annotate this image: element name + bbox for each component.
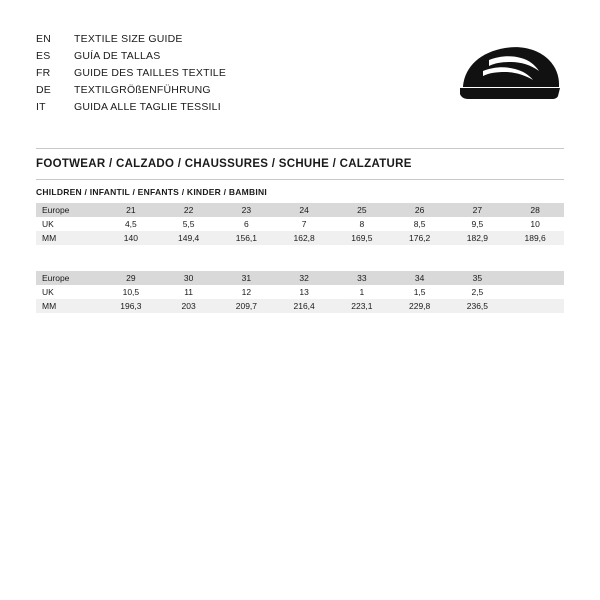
table-row (36, 203, 564, 217)
table-cell: 176,2 (391, 231, 449, 245)
table-cell: 9,5 (449, 217, 507, 231)
table-cell: 189,6 (506, 231, 564, 245)
row-label: MM (36, 299, 102, 313)
table-cell: 6 (218, 217, 276, 231)
legend-language-code: IT (36, 101, 46, 113)
table-cell: 11 (160, 285, 218, 299)
legend-language-text: TEXTILE SIZE GUIDE (74, 33, 183, 45)
legend-language-code: FR (36, 67, 51, 79)
page-title: FOOTWEAR / CALZADO / CHAUSSURES / SCHUHE / CALZATURE (36, 158, 412, 170)
table-cell: 1,5 (391, 285, 449, 299)
size-table-children-1 (36, 203, 564, 245)
row-label: UK (36, 217, 102, 231)
table-row (36, 217, 564, 231)
table-cell: 24 (275, 203, 333, 217)
legend-language-code: DE (36, 84, 51, 96)
table-row (36, 299, 564, 313)
table-cell-empty (506, 271, 564, 285)
table-cell: 182,9 (449, 231, 507, 245)
table-cell: 12 (218, 285, 276, 299)
table-cell: 140 (102, 231, 160, 245)
section-title-bar (36, 148, 564, 180)
table-cell: 196,3 (102, 299, 160, 313)
table-cell: 216,4 (275, 299, 333, 313)
table-cell: 1 (333, 285, 391, 299)
row-label: UK (36, 285, 102, 299)
subsection-heading: CHILDREN / INFANTIL / ENFANTS / KINDER / BAMBINI (36, 187, 267, 197)
table-cell: 236,5 (449, 299, 507, 313)
table-cell: 162,8 (275, 231, 333, 245)
legend-item (36, 67, 356, 84)
table-cell: 33 (333, 271, 391, 285)
language-legend (36, 33, 356, 118)
table-row (36, 231, 564, 245)
shoe-icon (455, 38, 565, 104)
table-cell: 229,8 (391, 299, 449, 313)
table-cell: 149,4 (160, 231, 218, 245)
table-cell: 7 (275, 217, 333, 231)
table-cell: 156,1 (218, 231, 276, 245)
table-cell: 10 (506, 217, 564, 231)
table-cell: 23 (218, 203, 276, 217)
table-cell: 32 (275, 271, 333, 285)
table-cell-empty (506, 299, 564, 313)
table-cell-empty (506, 285, 564, 299)
legend-item (36, 33, 356, 50)
table-cell: 203 (160, 299, 218, 313)
table-cell: 223,1 (333, 299, 391, 313)
legend-item (36, 101, 356, 118)
table-cell: 35 (449, 271, 507, 285)
legend-language-code: ES (36, 50, 51, 62)
table-row (36, 271, 564, 285)
table-cell: 2,5 (449, 285, 507, 299)
table-cell: 22 (160, 203, 218, 217)
table-cell: 25 (333, 203, 391, 217)
table-cell: 21 (102, 203, 160, 217)
table-row (36, 285, 564, 299)
row-label: Europe (36, 271, 102, 285)
table-cell: 10,5 (102, 285, 160, 299)
row-label: MM (36, 231, 102, 245)
size-table-children-2 (36, 271, 564, 313)
table-cell: 4,5 (102, 217, 160, 231)
table-cell: 34 (391, 271, 449, 285)
table-cell: 26 (391, 203, 449, 217)
table-cell: 8,5 (391, 217, 449, 231)
table-cell: 169,5 (333, 231, 391, 245)
table-cell: 209,7 (218, 299, 276, 313)
legend-item (36, 84, 356, 101)
legend-language-text: GUIDA ALLE TAGLIE TESSILI (74, 101, 221, 113)
legend-language-text: GUÍA DE TALLAS (74, 50, 161, 62)
legend-item (36, 50, 356, 67)
table-cell: 29 (102, 271, 160, 285)
table-cell: 27 (449, 203, 507, 217)
table-cell: 8 (333, 217, 391, 231)
table-cell: 30 (160, 271, 218, 285)
legend-language-code: EN (36, 33, 51, 45)
row-label: Europe (36, 203, 102, 217)
legend-language-text: GUIDE DES TAILLES TEXTILE (74, 67, 227, 79)
table-cell: 31 (218, 271, 276, 285)
table-cell: 28 (506, 203, 564, 217)
table-cell: 13 (275, 285, 333, 299)
legend-language-text: TEXTILGRÖßENFÜHRUNG (74, 84, 211, 96)
table-cell: 5,5 (160, 217, 218, 231)
